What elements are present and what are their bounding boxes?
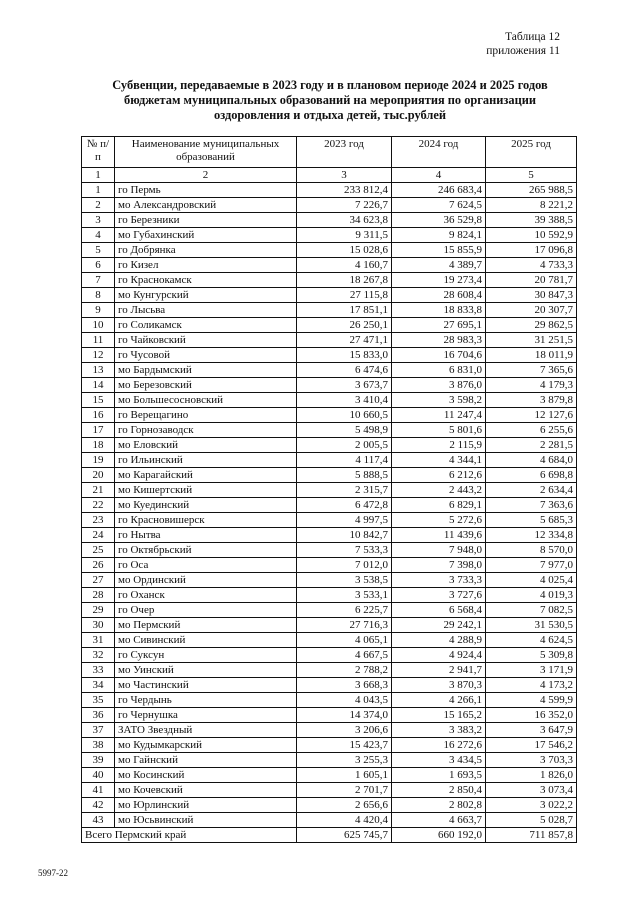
row-number: 10 (82, 318, 115, 333)
municipality-name: го Березники (115, 213, 297, 228)
table-row (82, 588, 577, 603)
municipality-name: го Чердынь (115, 693, 297, 708)
table-row (82, 648, 577, 663)
value-2023: 3 668,3 (297, 678, 392, 693)
row-number: 12 (82, 348, 115, 363)
value-2025: 8 570,0 (486, 543, 577, 558)
table-number: Таблица 12 (505, 31, 560, 43)
municipality-name: мо Большесосновский (115, 393, 297, 408)
total-label: Всего Пермский край (82, 828, 297, 843)
table-row (82, 228, 577, 243)
value-2024: 2 941,7 (392, 663, 486, 678)
municipality-name: мо Пермский (115, 618, 297, 633)
table-row (82, 573, 577, 588)
value-2025: 7 363,6 (486, 498, 577, 513)
document-title (60, 78, 600, 122)
value-2023: 4 420,4 (297, 813, 392, 828)
row-number: 13 (82, 363, 115, 378)
table-row (82, 783, 577, 798)
table-row (82, 618, 577, 633)
table-row (82, 423, 577, 438)
value-2025: 2 634,4 (486, 483, 577, 498)
value-2024: 4 344,1 (392, 453, 486, 468)
table-row (82, 243, 577, 258)
value-2024: 3 434,5 (392, 753, 486, 768)
row-number: 24 (82, 528, 115, 543)
value-2024: 7 624,5 (392, 198, 486, 213)
col-number: 2 (115, 168, 297, 183)
value-2023: 6 472,8 (297, 498, 392, 513)
municipality-name: го Краснокамск (115, 273, 297, 288)
value-2025: 7 082,5 (486, 603, 577, 618)
table-row (82, 348, 577, 363)
value-2025: 4 179,3 (486, 378, 577, 393)
table-row (82, 663, 577, 678)
value-2025: 5 309,8 (486, 648, 577, 663)
value-2024: 4 288,9 (392, 633, 486, 648)
value-2024: 6 568,4 (392, 603, 486, 618)
table-row (82, 198, 577, 213)
table-row (82, 498, 577, 513)
row-number: 41 (82, 783, 115, 798)
value-2024: 3 383,2 (392, 723, 486, 738)
value-2025: 17 546,2 (486, 738, 577, 753)
row-number: 18 (82, 438, 115, 453)
municipality-name: го Суксун (115, 648, 297, 663)
municipality-name: го Горнозаводск (115, 423, 297, 438)
value-2025: 31 530,5 (486, 618, 577, 633)
value-2024: 7 398,0 (392, 558, 486, 573)
row-number: 26 (82, 558, 115, 573)
value-2025: 17 096,8 (486, 243, 577, 258)
municipality-name: го Пермь (115, 183, 297, 198)
municipality-name: го Нытва (115, 528, 297, 543)
value-2024: 28 983,3 (392, 333, 486, 348)
table-row (82, 453, 577, 468)
row-number: 34 (82, 678, 115, 693)
value-2024: 16 704,6 (392, 348, 486, 363)
title-line: оздоровления и отдыха детей, тыс.рублей (214, 107, 446, 122)
value-2025: 2 281,5 (486, 438, 577, 453)
value-2024: 6 212,6 (392, 468, 486, 483)
value-2025: 7 365,6 (486, 363, 577, 378)
municipality-name: мо Ординский (115, 573, 297, 588)
value-2025: 3 879,8 (486, 393, 577, 408)
value-2024: 15 165,2 (392, 708, 486, 723)
table-row (82, 723, 577, 738)
header-row (82, 137, 577, 168)
municipality-name: го Оханск (115, 588, 297, 603)
municipality-name: го Соликамск (115, 318, 297, 333)
row-number: 29 (82, 603, 115, 618)
row-number: 31 (82, 633, 115, 648)
table-row (82, 543, 577, 558)
appendix-number: приложения 11 (486, 45, 560, 57)
value-2025: 16 352,0 (486, 708, 577, 723)
value-2023: 26 250,1 (297, 318, 392, 333)
table-row (82, 768, 577, 783)
value-2024: 2 850,4 (392, 783, 486, 798)
table-row (82, 513, 577, 528)
municipality-name: го Чусовой (115, 348, 297, 363)
value-2023: 3 410,4 (297, 393, 392, 408)
total-2023: 625 745,7 (297, 828, 392, 843)
value-2023: 233 812,4 (297, 183, 392, 198)
municipality-name: мо Кунгурский (115, 288, 297, 303)
municipality-name: го Октябрьский (115, 543, 297, 558)
value-2024: 2 115,9 (392, 438, 486, 453)
document-code: 5997-22 (38, 868, 68, 878)
value-2024: 11 247,4 (392, 408, 486, 423)
value-2024: 1 693,5 (392, 768, 486, 783)
table-row (82, 213, 577, 228)
value-2023: 15 833,0 (297, 348, 392, 363)
total-row (82, 828, 577, 843)
table-row (82, 558, 577, 573)
row-number: 8 (82, 288, 115, 303)
total-2024: 660 192,0 (392, 828, 486, 843)
value-2025: 6 698,8 (486, 468, 577, 483)
table-row (82, 438, 577, 453)
value-2024: 28 608,4 (392, 288, 486, 303)
value-2023: 7 012,0 (297, 558, 392, 573)
value-2024: 4 663,7 (392, 813, 486, 828)
table-row (82, 393, 577, 408)
row-number: 15 (82, 393, 115, 408)
row-number: 36 (82, 708, 115, 723)
value-2023: 2 701,7 (297, 783, 392, 798)
value-2025: 265 988,5 (486, 183, 577, 198)
value-2023: 15 028,6 (297, 243, 392, 258)
value-2023: 2 788,2 (297, 663, 392, 678)
row-number: 30 (82, 618, 115, 633)
row-number: 11 (82, 333, 115, 348)
value-2025: 3 022,2 (486, 798, 577, 813)
value-2023: 4 065,1 (297, 633, 392, 648)
municipality-name: го Чернушка (115, 708, 297, 723)
row-number: 6 (82, 258, 115, 273)
row-number: 35 (82, 693, 115, 708)
municipality-name: мо Частинский (115, 678, 297, 693)
col-header-name: Наименование муниципальных образований (115, 137, 297, 168)
value-2024: 15 855,9 (392, 243, 486, 258)
table-row (82, 363, 577, 378)
value-2024: 3 870,3 (392, 678, 486, 693)
value-2023: 4 997,5 (297, 513, 392, 528)
municipality-name: мо Березовский (115, 378, 297, 393)
value-2023: 5 498,9 (297, 423, 392, 438)
subsidies-table (81, 136, 577, 843)
value-2025: 6 255,6 (486, 423, 577, 438)
table-row (82, 738, 577, 753)
value-2025: 20 781,7 (486, 273, 577, 288)
value-2024: 4 389,7 (392, 258, 486, 273)
col-number: 5 (486, 168, 577, 183)
value-2025: 7 977,0 (486, 558, 577, 573)
row-number: 33 (82, 663, 115, 678)
value-2024: 4 924,4 (392, 648, 486, 663)
value-2024: 5 272,6 (392, 513, 486, 528)
value-2024: 5 801,6 (392, 423, 486, 438)
table-row (82, 693, 577, 708)
row-number: 16 (82, 408, 115, 423)
value-2024: 18 833,8 (392, 303, 486, 318)
value-2025: 8 221,2 (486, 198, 577, 213)
municipality-name: мо Гайнский (115, 753, 297, 768)
municipality-name: мо Губахинский (115, 228, 297, 243)
municipality-name: го Лысьва (115, 303, 297, 318)
col-header-2023: 2023 год (297, 137, 392, 168)
value-2023: 6 474,6 (297, 363, 392, 378)
value-2025: 20 307,7 (486, 303, 577, 318)
value-2023: 4 160,7 (297, 258, 392, 273)
municipality-name: го Чайковский (115, 333, 297, 348)
value-2023: 6 225,7 (297, 603, 392, 618)
row-number: 9 (82, 303, 115, 318)
value-2025: 5 685,3 (486, 513, 577, 528)
municipality-name: мо Бардымский (115, 363, 297, 378)
value-2023: 10 842,7 (297, 528, 392, 543)
row-number: 42 (82, 798, 115, 813)
col-number: 1 (82, 168, 115, 183)
value-2025: 4 173,2 (486, 678, 577, 693)
value-2024: 4 266,1 (392, 693, 486, 708)
row-number: 22 (82, 498, 115, 513)
value-2023: 3 206,6 (297, 723, 392, 738)
municipality-name: мо Юсьвинский (115, 813, 297, 828)
table-row (82, 528, 577, 543)
table-reference (486, 30, 560, 58)
municipality-name: мо Косинский (115, 768, 297, 783)
table-row (82, 378, 577, 393)
value-2024: 36 529,8 (392, 213, 486, 228)
value-2023: 10 660,5 (297, 408, 392, 423)
value-2024: 7 948,0 (392, 543, 486, 558)
value-2023: 9 311,5 (297, 228, 392, 243)
row-number: 3 (82, 213, 115, 228)
municipality-name: го Оса (115, 558, 297, 573)
municipality-name: мо Кишертский (115, 483, 297, 498)
title-line: бюджетам муниципальных образований на мероприятия по организации (124, 92, 536, 107)
municipality-name: го Добрянка (115, 243, 297, 258)
municipality-name: мо Юрлинский (115, 798, 297, 813)
row-number: 5 (82, 243, 115, 258)
row-number: 2 (82, 198, 115, 213)
municipality-name: мо Кочевский (115, 783, 297, 798)
value-2023: 7 533,3 (297, 543, 392, 558)
value-2025: 4 019,3 (486, 588, 577, 603)
value-2024: 6 831,0 (392, 363, 486, 378)
value-2025: 4 025,4 (486, 573, 577, 588)
value-2024: 9 824,1 (392, 228, 486, 243)
value-2024: 3 727,6 (392, 588, 486, 603)
value-2023: 4 117,4 (297, 453, 392, 468)
table-row (82, 753, 577, 768)
value-2025: 4 624,5 (486, 633, 577, 648)
value-2023: 17 851,1 (297, 303, 392, 318)
value-2024: 19 273,4 (392, 273, 486, 288)
table-row (82, 333, 577, 348)
value-2023: 7 226,7 (297, 198, 392, 213)
row-number: 25 (82, 543, 115, 558)
row-number: 20 (82, 468, 115, 483)
row-number: 37 (82, 723, 115, 738)
municipality-name: го Кизел (115, 258, 297, 273)
row-number: 39 (82, 753, 115, 768)
row-number: 40 (82, 768, 115, 783)
value-2025: 4 733,3 (486, 258, 577, 273)
table-row (82, 813, 577, 828)
column-number-row (82, 168, 577, 183)
table-body (82, 137, 577, 843)
value-2025: 5 028,7 (486, 813, 577, 828)
table-row (82, 273, 577, 288)
value-2023: 5 888,5 (297, 468, 392, 483)
table-row (82, 183, 577, 198)
municipality-name: мо Кудымкарский (115, 738, 297, 753)
col-header-number: № п/п (82, 137, 115, 168)
value-2025: 3 703,3 (486, 753, 577, 768)
value-2025: 3 073,4 (486, 783, 577, 798)
table-row (82, 288, 577, 303)
value-2024: 2 443,2 (392, 483, 486, 498)
value-2025: 4 684,0 (486, 453, 577, 468)
value-2024: 16 272,6 (392, 738, 486, 753)
value-2024: 6 829,1 (392, 498, 486, 513)
municipality-name: го Очер (115, 603, 297, 618)
value-2024: 246 683,4 (392, 183, 486, 198)
value-2023: 27 716,3 (297, 618, 392, 633)
value-2023: 4 667,5 (297, 648, 392, 663)
municipality-name: мо Карагайский (115, 468, 297, 483)
row-number: 23 (82, 513, 115, 528)
table-row (82, 303, 577, 318)
value-2023: 3 255,3 (297, 753, 392, 768)
row-number: 7 (82, 273, 115, 288)
value-2025: 30 847,3 (486, 288, 577, 303)
row-number: 27 (82, 573, 115, 588)
value-2023: 27 471,1 (297, 333, 392, 348)
value-2024: 29 242,1 (392, 618, 486, 633)
table-row (82, 603, 577, 618)
value-2025: 10 592,9 (486, 228, 577, 243)
value-2024: 3 598,2 (392, 393, 486, 408)
value-2023: 2 656,6 (297, 798, 392, 813)
table-row (82, 708, 577, 723)
municipality-name: мо Уинский (115, 663, 297, 678)
municipality-name: мо Сивинский (115, 633, 297, 648)
row-number: 17 (82, 423, 115, 438)
value-2023: 18 267,8 (297, 273, 392, 288)
title-line: Субвенции, передаваемые в 2023 году и в плановом периоде 2024 и 2025 годов (112, 78, 548, 92)
table-row (82, 258, 577, 273)
row-number: 19 (82, 453, 115, 468)
row-number: 43 (82, 813, 115, 828)
table-row (82, 633, 577, 648)
col-number: 3 (297, 168, 392, 183)
value-2025: 18 011,9 (486, 348, 577, 363)
row-number: 32 (82, 648, 115, 663)
total-2025: 711 857,8 (486, 828, 577, 843)
value-2023: 2 005,5 (297, 438, 392, 453)
value-2025: 12 127,6 (486, 408, 577, 423)
value-2025: 31 251,5 (486, 333, 577, 348)
value-2023: 3 533,1 (297, 588, 392, 603)
value-2023: 1 605,1 (297, 768, 392, 783)
value-2023: 2 315,7 (297, 483, 392, 498)
value-2025: 3 171,9 (486, 663, 577, 678)
municipality-name: ЗАТО Звездный (115, 723, 297, 738)
value-2025: 4 599,9 (486, 693, 577, 708)
table-row (82, 483, 577, 498)
row-number: 38 (82, 738, 115, 753)
municipality-name: го Красновишерск (115, 513, 297, 528)
row-number: 28 (82, 588, 115, 603)
row-number: 1 (82, 183, 115, 198)
table-row (82, 678, 577, 693)
table-row (82, 408, 577, 423)
table-row (82, 468, 577, 483)
col-header-2025: 2025 год (486, 137, 577, 168)
value-2023: 14 374,0 (297, 708, 392, 723)
municipality-name: мо Куединский (115, 498, 297, 513)
row-number: 4 (82, 228, 115, 243)
municipality-name: го Ильинский (115, 453, 297, 468)
value-2023: 27 115,8 (297, 288, 392, 303)
value-2025: 29 862,5 (486, 318, 577, 333)
value-2025: 1 826,0 (486, 768, 577, 783)
value-2023: 3 538,5 (297, 573, 392, 588)
value-2024: 3 733,3 (392, 573, 486, 588)
value-2025: 39 388,5 (486, 213, 577, 228)
table-row (82, 318, 577, 333)
col-number: 4 (392, 168, 486, 183)
municipality-name: мо Еловский (115, 438, 297, 453)
value-2023: 34 623,8 (297, 213, 392, 228)
value-2024: 27 695,1 (392, 318, 486, 333)
municipality-name: го Верещагино (115, 408, 297, 423)
value-2024: 2 802,8 (392, 798, 486, 813)
value-2024: 11 439,6 (392, 528, 486, 543)
col-header-2024: 2024 год (392, 137, 486, 168)
table-row (82, 798, 577, 813)
row-number: 14 (82, 378, 115, 393)
value-2025: 3 647,9 (486, 723, 577, 738)
municipality-name: мо Александровский (115, 198, 297, 213)
value-2023: 15 423,7 (297, 738, 392, 753)
value-2023: 3 673,7 (297, 378, 392, 393)
value-2023: 4 043,5 (297, 693, 392, 708)
value-2025: 12 334,8 (486, 528, 577, 543)
value-2024: 3 876,0 (392, 378, 486, 393)
row-number: 21 (82, 483, 115, 498)
